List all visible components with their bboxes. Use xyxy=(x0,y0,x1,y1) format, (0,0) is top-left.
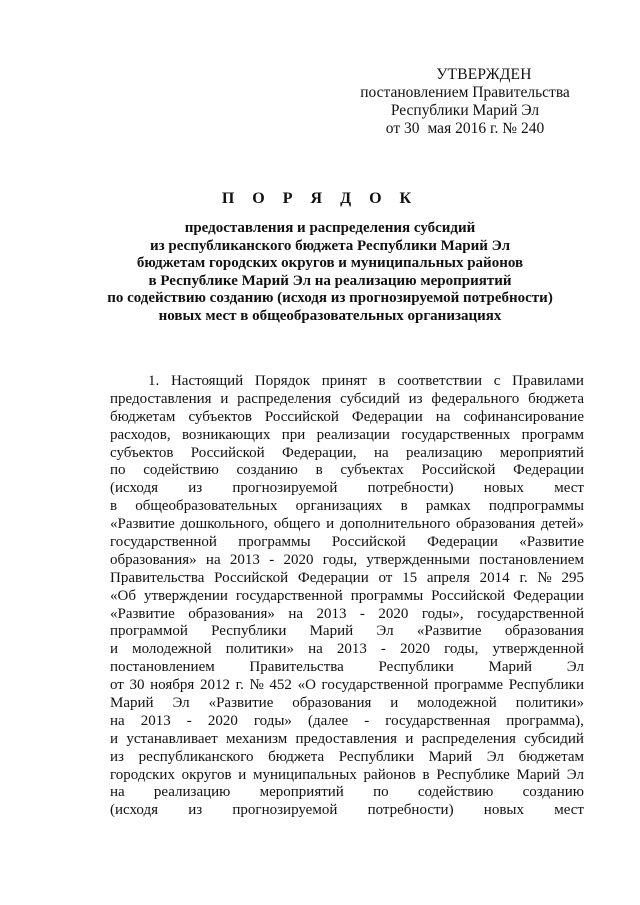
body-word: Эл xyxy=(172,695,190,712)
body-word: - xyxy=(380,641,386,658)
body-word: Республики xyxy=(378,659,454,676)
body-word: в xyxy=(400,498,408,515)
body-line xyxy=(110,767,584,785)
body-word: утвержденными xyxy=(366,551,470,568)
body-word: потребности) xyxy=(367,480,454,497)
body-word: Федерации xyxy=(427,534,498,551)
body-word: соответствии xyxy=(397,373,483,389)
body-word: № xyxy=(249,677,264,694)
body-line xyxy=(110,588,584,606)
body-word: - xyxy=(269,551,275,568)
body-word: подпрограммы xyxy=(488,498,584,515)
subtitle-line: по содействию созданию (исходя из прогнозируемой потребности) xyxy=(107,290,553,306)
body-word: устанавливает xyxy=(126,730,218,747)
body-line xyxy=(110,570,584,588)
body-line xyxy=(110,445,584,463)
body-word: Марий xyxy=(110,695,154,712)
body-word: рамках xyxy=(425,498,471,515)
body-word: 2020 xyxy=(207,712,238,729)
body-line xyxy=(110,409,584,427)
body-word: расходов, xyxy=(110,426,171,443)
body-word: на xyxy=(435,408,451,425)
body-word: Республики xyxy=(338,748,414,765)
body-word: Марий xyxy=(428,748,473,765)
body-word: мероприятий xyxy=(259,784,344,801)
body-word: на xyxy=(308,641,323,658)
body-word: и xyxy=(238,766,247,783)
body-word: годы, xyxy=(322,551,358,568)
body-word: на xyxy=(205,551,221,568)
body-word: общего xyxy=(273,516,321,533)
body-word: при xyxy=(281,426,306,443)
body-word: районов xyxy=(363,766,416,783)
body-word: Республики xyxy=(211,623,287,640)
body-word: содействию xyxy=(143,462,219,479)
body-word: «Об xyxy=(110,587,136,604)
body-word: Федерации xyxy=(513,587,584,604)
body-word: «Развитие xyxy=(519,534,584,551)
body-word: от xyxy=(378,569,393,586)
body-paragraph xyxy=(110,373,584,820)
body-word: на xyxy=(110,712,125,729)
approval-date xyxy=(350,120,580,138)
approval-date-rest: мая 2016 г. № 240 xyxy=(427,120,545,137)
body-word: государственной xyxy=(321,677,429,694)
body-word: субъектов xyxy=(188,408,252,425)
body-word: образования» xyxy=(188,605,275,622)
subtitle-line: предоставления и распределения субсидий xyxy=(184,220,476,236)
body-line xyxy=(110,677,584,695)
body-word: - xyxy=(364,712,370,729)
body-word: образования» xyxy=(110,551,197,568)
body-word: г. xyxy=(235,677,244,694)
body-word: Марий xyxy=(516,766,561,783)
body-word: субсидий xyxy=(340,390,400,407)
body-word: в xyxy=(315,462,323,479)
body-word: из xyxy=(110,748,124,765)
body-word: в xyxy=(422,766,430,783)
body-word: государственная xyxy=(385,712,491,729)
body-word: Федерации xyxy=(351,408,423,425)
body-word: на xyxy=(373,444,389,461)
body-word: механизм xyxy=(226,730,288,747)
body-word: субъектах xyxy=(340,462,404,479)
body-word: Порядок xyxy=(254,373,311,389)
body-word: новых xyxy=(483,480,524,497)
body-word: программ xyxy=(521,426,584,443)
body-word: федерального xyxy=(431,390,520,407)
body-word: Эл xyxy=(566,766,584,783)
approval-stamp xyxy=(350,66,580,138)
body-word: 30 xyxy=(129,677,145,694)
body-word: образования xyxy=(456,516,536,533)
body-word: программы xyxy=(350,587,424,604)
body-word: софинансирование xyxy=(463,408,584,425)
body-word: новых xyxy=(483,802,524,819)
body-word: субъектов xyxy=(110,444,174,461)
body-line xyxy=(110,552,584,570)
body-word: из xyxy=(188,480,203,497)
subtitle-line: в Республике Марий Эл на реализацию мероприятий xyxy=(148,272,512,289)
body-word: постановлением xyxy=(479,551,584,568)
body-line xyxy=(110,516,584,534)
body-word: апреля xyxy=(426,569,470,586)
body-word: (далее xyxy=(307,712,349,729)
body-word: дошкольного, xyxy=(180,516,268,533)
body-line xyxy=(110,802,584,820)
body-word: и xyxy=(110,641,119,658)
body-word: государственной xyxy=(235,587,343,604)
body-word: № xyxy=(537,569,552,586)
body-word: Федерации xyxy=(513,462,584,479)
subtitle-line: новых мест в общеобразовательных организациях xyxy=(158,307,502,324)
body-word: утверждении xyxy=(143,587,228,604)
body-word: на xyxy=(288,605,303,622)
body-word: детей» xyxy=(540,516,584,533)
body-word: г. xyxy=(519,569,528,586)
body-word: реализацию xyxy=(153,784,231,801)
body-word: потребности) xyxy=(367,802,454,819)
body-word: 2013 xyxy=(229,551,260,568)
body-word: Правилами xyxy=(512,373,584,389)
approval-line-2: Республики Марий Эл xyxy=(390,102,540,119)
body-word: образования xyxy=(504,623,584,640)
body-word: содействию xyxy=(417,784,494,801)
body-word: утвержденной xyxy=(492,641,584,658)
body-word: предоставления xyxy=(295,730,398,747)
body-line xyxy=(110,659,584,677)
body-word: Марий xyxy=(309,623,354,640)
body-word: мероприятий xyxy=(499,444,584,461)
body-word: (исходя xyxy=(110,480,159,497)
body-word: и xyxy=(405,730,414,747)
approval-date-prefix: от 30 xyxy=(385,120,420,137)
body-word: мест xyxy=(554,802,584,819)
subtitle-line: из республиканского бюджета Республики Марий Эл xyxy=(149,237,511,254)
body-word: 2020 xyxy=(400,641,430,658)
body-word: округов xyxy=(181,766,232,783)
body-word: из xyxy=(408,390,423,407)
body-line xyxy=(110,606,584,624)
body-word: программы xyxy=(238,534,311,551)
body-word: бюджета xyxy=(268,748,325,765)
body-line xyxy=(110,534,584,552)
body-word: Российской xyxy=(431,587,506,604)
body-word: годы» xyxy=(253,712,292,729)
body-word: мест xyxy=(554,480,584,497)
body-word: Правительства xyxy=(249,659,344,676)
body-word: возникающих xyxy=(181,426,271,443)
body-word: распределения xyxy=(421,730,516,747)
body-word: республиканского xyxy=(138,748,254,765)
body-line xyxy=(110,731,584,749)
body-word: 2012 xyxy=(199,677,230,694)
body-word: и xyxy=(390,695,399,712)
body-word: общеобразовательных xyxy=(135,498,278,515)
body-word: распределения xyxy=(237,390,332,407)
body-word: «Развитие xyxy=(416,623,482,640)
body-word: (исходя xyxy=(110,802,159,819)
body-word: программой xyxy=(110,623,188,640)
body-word: прогнозируемой xyxy=(232,480,338,497)
body-word: Российской xyxy=(214,569,289,586)
body-word: дополнительного xyxy=(339,516,451,533)
body-word: образования xyxy=(292,695,372,712)
body-word: программа), xyxy=(506,712,584,729)
body-word: - xyxy=(359,605,365,622)
body-word: Эл xyxy=(566,659,584,676)
body-word: Российской xyxy=(264,408,339,425)
body-line xyxy=(110,641,584,659)
body-word: созданию xyxy=(236,462,298,479)
body-word: государственной xyxy=(110,534,217,551)
body-word: Настоящий xyxy=(170,373,244,389)
approval-title: УТВЕРЖДЕН xyxy=(436,66,532,83)
body-word: в xyxy=(110,498,118,515)
body-line xyxy=(110,498,584,516)
body-word: 2020 xyxy=(283,551,314,568)
body-word: 15 xyxy=(402,569,418,586)
body-word: политики» xyxy=(515,695,584,712)
body-word: из xyxy=(188,802,203,819)
body-line xyxy=(110,749,584,767)
body-word: Российской xyxy=(190,444,265,461)
body-word: - xyxy=(186,712,192,729)
body-word: Марий xyxy=(488,659,533,676)
body-word: в xyxy=(378,373,386,389)
body-word: Российской xyxy=(331,534,406,551)
body-word: «О xyxy=(297,677,316,694)
body-word: 2013 xyxy=(336,641,367,658)
body-word: ноября xyxy=(150,677,195,694)
body-word: и xyxy=(326,516,335,533)
body-line xyxy=(110,373,584,391)
body-word: «Развитие xyxy=(208,695,274,712)
body-word: 2013 xyxy=(140,712,171,729)
body-word: «Развитие xyxy=(110,605,175,622)
body-line xyxy=(110,713,584,731)
body-word: годы», xyxy=(421,605,464,622)
body-word: городских xyxy=(110,766,175,783)
body-word: «Развитие xyxy=(110,516,175,533)
body-word: программе xyxy=(434,677,504,694)
body-line xyxy=(110,462,584,480)
body-word: 295 xyxy=(561,569,584,586)
body-word: субсидий xyxy=(524,730,584,747)
body-line xyxy=(110,784,584,802)
body-word: бюджетам xyxy=(110,408,176,425)
body-word: бюджетам xyxy=(518,748,584,765)
body-word: годы, xyxy=(444,641,479,658)
body-word: Федерации xyxy=(297,569,369,586)
body-word: на xyxy=(110,784,125,801)
body-word: предоставления xyxy=(110,390,212,407)
document-title: П О Р Я Д О К xyxy=(221,190,419,207)
body-word: Эл xyxy=(486,748,504,765)
body-word: и xyxy=(220,390,229,407)
body-word: Эл xyxy=(376,623,394,640)
body-word: организациях xyxy=(295,498,383,515)
approval-line-1: постановлением Правительства xyxy=(360,84,570,101)
document-subtitle xyxy=(70,220,590,325)
body-word: политики» xyxy=(225,641,294,658)
body-word: Республике xyxy=(436,766,510,783)
body-word: Федерации, xyxy=(282,444,357,461)
body-word: по xyxy=(373,784,389,801)
body-word: 2014 xyxy=(479,569,510,586)
body-word: с xyxy=(493,373,501,389)
body-word: 2013 xyxy=(316,605,347,622)
subtitle-line: бюджетам городских округов и муниципальных районов xyxy=(136,255,524,271)
body-word: государственной xyxy=(477,605,584,622)
body-word: Правительства xyxy=(110,569,205,586)
body-line xyxy=(110,623,584,641)
body-word: принят xyxy=(321,373,367,389)
body-word: молодежной xyxy=(132,641,212,658)
body-word: государственных xyxy=(401,426,511,443)
body-word: муниципальных xyxy=(253,766,357,783)
body-line xyxy=(110,427,584,445)
body-line xyxy=(110,391,584,409)
body-word: 452 xyxy=(269,677,292,694)
body-word: постановлением xyxy=(110,659,215,676)
body-word: по xyxy=(110,462,126,479)
body-word: и xyxy=(110,730,119,747)
body-word: Российской xyxy=(421,462,496,479)
body-word: молодежной xyxy=(417,695,497,712)
body-line xyxy=(110,695,584,713)
body-word: 2020 xyxy=(378,605,409,622)
body-word: созданию xyxy=(522,784,584,801)
body-word: 1. xyxy=(148,373,160,389)
body-word: реализацию xyxy=(405,444,483,461)
body-word: Республики xyxy=(508,677,584,694)
body-line xyxy=(110,480,584,498)
body-word: бюджета xyxy=(528,390,584,407)
body-word: прогнозируемой xyxy=(232,802,338,819)
body-word: от xyxy=(110,677,124,694)
body-word: реализации xyxy=(316,426,390,443)
